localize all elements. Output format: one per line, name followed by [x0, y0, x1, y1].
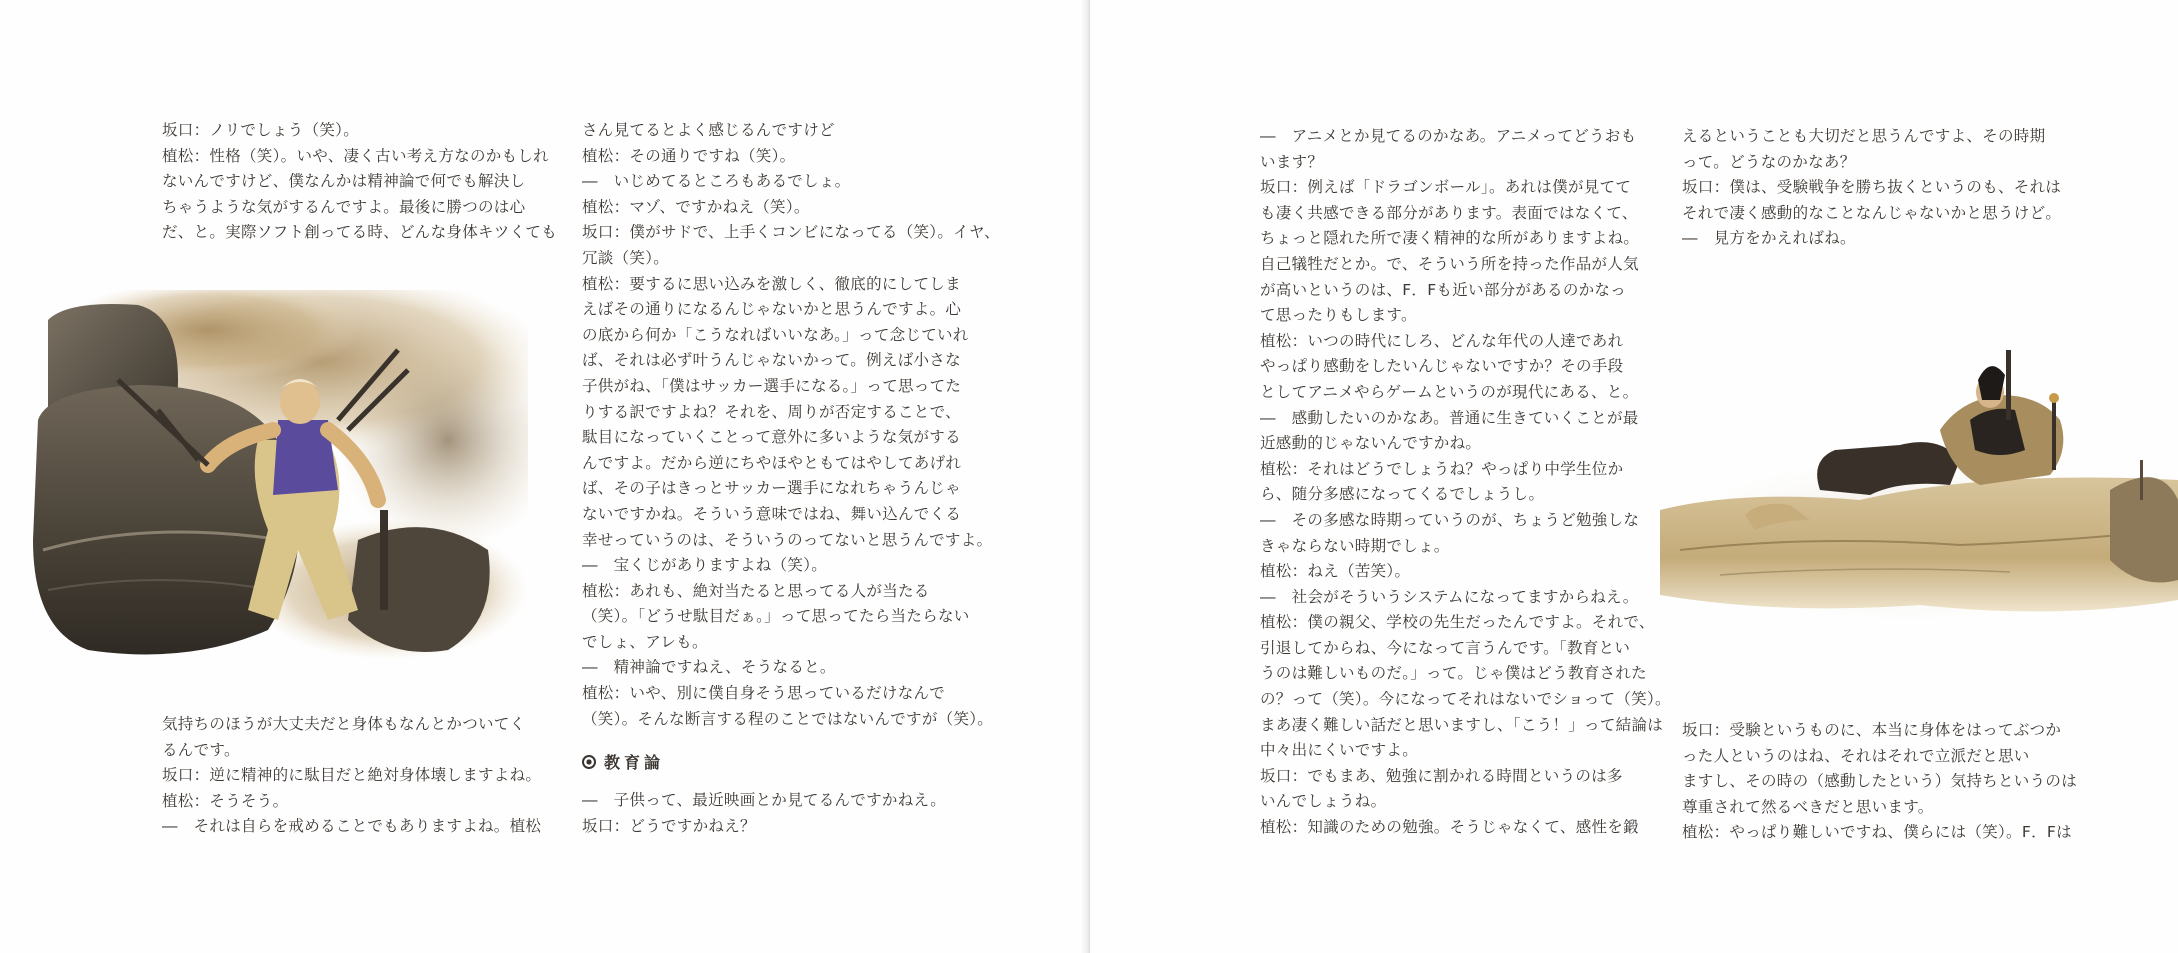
- text-line: も凄く共感できる部分があります。表面ではなくて、: [1260, 203, 1638, 222]
- text-line: えるということも大切だと思うんですよ、その時期: [1682, 127, 2046, 145]
- text-line: 植松：性格（笑）。いや、凄く古い考え方なのかもしれ: [162, 146, 549, 165]
- text-line: った人というのはね、それはそれで立派だと思い: [1682, 746, 2030, 765]
- text-line: ― それは自らを戒めることでもありますよね。植松: [162, 817, 542, 836]
- left-page: [0, 0, 1088, 953]
- text-line: ちゃうような気がするんですよ。最後に勝つのは心: [162, 197, 526, 216]
- text-line: ないんですけど、僕なんかは精神論で何でも解決し: [162, 172, 526, 191]
- text-line: ― いじめてるところもあるでしょ。: [582, 172, 851, 191]
- text-line: います？: [1260, 152, 1324, 171]
- text-line: 植松：やっぱり難しいですね、僕らには（笑）。F．Fは: [1682, 823, 2072, 842]
- text-line: 坂口：逆に精神的に駄目だと絶対身体壊しますよね。: [162, 766, 542, 785]
- text-line: さん見てるとよく感じるんですけど: [582, 121, 835, 139]
- text-line: 冗談（笑）。: [582, 248, 670, 267]
- text-line: 植松：僕の親父、学校の先生だったんですよ。それで、: [1260, 613, 1655, 632]
- text-line: って。どうなのかなあ？: [1682, 152, 1856, 171]
- interview-column-1-top: [162, 118, 557, 246]
- text-line: だ、と。実際ソフト創ってる時、どんな身体キツくても: [162, 223, 558, 242]
- text-line: ― 子供って、最近映画とか見てるんですかねえ。: [582, 791, 947, 809]
- text-line: （笑）。そんな断言する程のことではないんですが（笑）。: [582, 709, 994, 728]
- interview-column-2: [582, 118, 1000, 732]
- text-line: 植松：ねえ（苦笑）。: [1260, 562, 1411, 581]
- interview-column-3: [1260, 124, 1671, 841]
- text-line: 植松：いや、別に僕自身そう思っているだけなんで: [582, 684, 946, 703]
- bullet-icon: [582, 755, 596, 769]
- text-line: んですよ。だから逆にちやほやともてはやしてあげれ: [582, 453, 962, 472]
- illustration-reclining-warrior: [1660, 350, 2178, 650]
- text-line: 近感動的じゃないんですかね。: [1260, 434, 1482, 453]
- text-line: 駄目になっていくことって意外に多いような気がする: [582, 428, 961, 447]
- text-line: 尊重されて然るべきだと思います。: [1682, 797, 1934, 816]
- text-line: 坂口：受験というものに、本当に身体をはってぶつか: [1682, 721, 2062, 739]
- text-line: 坂口：例えば「ドラゴンボール」。あれは僕が見てて: [1260, 178, 1632, 197]
- text-line: 坂口：でもまあ、勉強に割かれる時間というのは多: [1260, 766, 1623, 785]
- text-line: の底から何か「こうなればいいなあ。」って念じていれ: [582, 325, 969, 344]
- text-line: 坂口：僕は、受験戦争を勝ち抜くというのも、それは: [1682, 178, 2062, 197]
- text-line: としてアニメやらゲームというのが現代にある、と。: [1260, 382, 1639, 401]
- text-line: 植松：あれも、絶対当たると思ってる人が当たる: [582, 581, 930, 600]
- interview-column-2-continued: [582, 788, 946, 839]
- text-line: 植松：知識のための勉強。そうじゃなくて、感性を鍛: [1260, 818, 1639, 837]
- section-heading-text: 教育論: [604, 753, 665, 772]
- text-line: ば、その子はきっとサッカー選手になれちゃうんじゃ: [582, 479, 961, 498]
- illustration-warrior-with-chains: [28, 290, 528, 666]
- text-line: 植松：その通りですね（笑）。: [582, 146, 796, 165]
- text-line: ― 感動したいのかなあ。普通に生きていくことが最: [1260, 408, 1639, 427]
- text-line: ― その多感な時期っていうのが、ちょうど勉強しな: [1260, 510, 1640, 529]
- text-line: 植松：そうそう。: [162, 791, 289, 810]
- text-line: うのは難しいものだ。」って。じゃ僕はどう教育された: [1260, 664, 1647, 683]
- text-line: 中々出にくいですよ。: [1260, 741, 1419, 760]
- text-line: 植松：マゾ、ですかねえ（笑）。: [582, 197, 810, 216]
- text-line: 引退してからね、今になって言うんです。「教育とい: [1260, 638, 1631, 657]
- text-line: ― 見方をかえればね。: [1682, 229, 1856, 248]
- text-line: きゃならない時期でしょ。: [1260, 536, 1450, 555]
- text-line: 坂口：どうですかねえ？: [582, 816, 756, 835]
- text-line: の？って（笑）。今になってそれはないでショって（笑）。: [1260, 690, 1671, 709]
- text-line: 子供がね、「僕はサッカー選手になる。」って思ってた: [582, 376, 962, 395]
- text-line: るんです。: [162, 740, 240, 759]
- right-page: [1090, 0, 2178, 953]
- text-line: ― 宝くじがありますよね（笑）。: [582, 556, 828, 575]
- interview-column-1-bottom: [162, 712, 541, 840]
- text-line: それで凄く感動的なことなんじゃないかと思うけど。: [1682, 203, 2062, 222]
- text-line: ますし、その時の（感動したという）気持ちというのは: [1682, 772, 2078, 791]
- text-line: えばその通りになるんじゃないかと思うんですよ。心: [582, 300, 962, 319]
- text-line: ― 精神論ですねえ、そうなると。: [582, 658, 836, 677]
- text-line: ― アニメとか見てるのかなあ。アニメってどうおも: [1260, 127, 1637, 145]
- text-line: て思ったりもします。: [1260, 306, 1417, 325]
- text-line: ば、それは必ず叶うんじゃないかって。例えば小さな: [582, 351, 961, 370]
- text-line: 坂口：僕がサドで、上手くコンビになってる（笑）。イヤ、: [582, 223, 1000, 242]
- text-line: 気持ちのほうが大丈夫だと身体もなんとかついてく: [162, 715, 526, 733]
- text-line: いんでしょうね。: [1260, 792, 1387, 811]
- text-line: （笑）。「どうせ駄目だぁ。」って思ってたら当たらない: [582, 607, 970, 626]
- interview-column-4-bottom: [1682, 718, 2077, 846]
- text-line: ちょっと隠れた所で凄く精神的な所がありますよね。: [1260, 229, 1640, 248]
- text-line: 自己犠牲だとか。で、そういう所を持った作品が人気: [1260, 254, 1639, 273]
- text-line: りする訳ですよね？それを、周りが否定することで、: [582, 402, 961, 421]
- interview-column-4-top: [1682, 124, 2061, 252]
- text-line: まあ凄く難しい話だと思いますし、「こう！」って結論は: [1260, 715, 1664, 734]
- text-line: 幸せっていうのは、そういうのってないと思うんですよ。: [582, 530, 993, 549]
- text-line: が高いというのは、F．Fも近い部分があるのかなっ: [1260, 280, 1627, 299]
- text-line: 植松：いつの時代にしろ、どんな年代の人達であれ: [1260, 331, 1624, 350]
- text-line: ら、随分多感になってくるでしょうし。: [1260, 485, 1545, 504]
- text-line: 植松：それはどうでしょうね？やっぱり中学生位か: [1260, 459, 1624, 478]
- text-line: ないですかね。そういう意味ではね、舞い込んでくる: [582, 504, 962, 523]
- text-line: やっぱり感動をしたいんじゃないですか？その手段: [1260, 357, 1624, 376]
- text-line: 植松：要するに思い込みを激しく、徹底的にしてしま: [582, 274, 961, 293]
- text-line: でしょ、アレも。: [582, 632, 708, 651]
- text-line: 坂口：ノリでしょう（笑）。: [162, 121, 360, 139]
- section-heading: [582, 750, 664, 773]
- text-line: ― 社会がそういうシステムになってますからねえ。: [1260, 587, 1639, 606]
